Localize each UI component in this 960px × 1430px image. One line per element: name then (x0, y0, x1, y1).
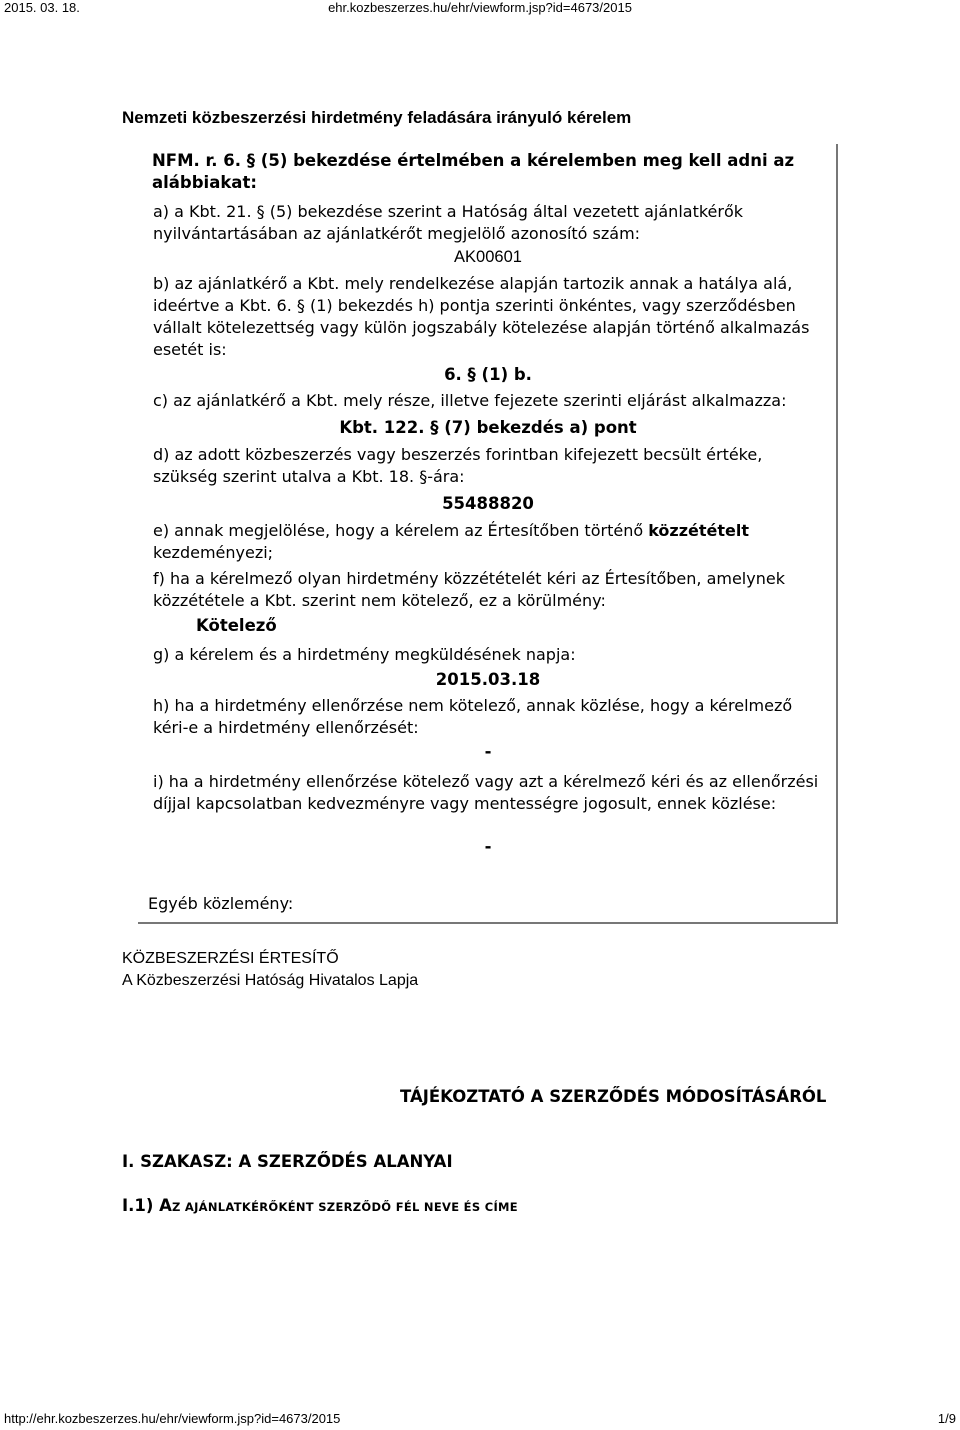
print-url-header: ehr.kozbeszerzes.hu/ehr/viewform.jsp?id=4673/2015 (328, 0, 632, 15)
item-e-pre: e) annak megjelölése, hogy a kérelem az Értesítőben történő (153, 521, 649, 540)
item-h-value: - (484, 742, 492, 761)
item-f-text: f) ha a kérelmező olyan hirdetmény közzétételét kéri az Értesítőben, amelynek közzététele a Kbt. szerint nem kötelező, ez a körülmény: (153, 569, 785, 610)
page-title: Nemzeti közbeszerzési hirdetmény feladására irányuló kérelem (122, 108, 632, 127)
item-e-bold: közzétételt (648, 521, 750, 540)
item-d-text: d) az adott közbeszerzés vagy beszerzés forintban kifejezett becsült értéke, szükség szerint utalva a Kbt. 18. §-ára: (153, 445, 763, 486)
item-i-value: - (484, 837, 492, 856)
item-g-text: g) a kérelem és a hirdetmény megküldésének napja: (153, 645, 576, 664)
item-b-text: b) az ajánlatkérő a Kbt. mely rendelkezése alapján tartozik annak a hatálya alá, ideértve a Kbt. 6. § (1) bekezdés h) pontja szerinti önkéntes, vagy szerződésben vállalt kötelezettség vagy külön jogszabály kötelezése alapján történő alkalmazás esetét is: (153, 274, 810, 359)
publisher-block (122, 948, 418, 992)
item-c-text: c) az ajánlatkérő a Kbt. mely része, illetve fejezete szerinti eljárást alkalmazza: (153, 391, 787, 410)
publisher-name: KÖZBESZERZÉSI ÉRTESÍTŐ (122, 950, 339, 967)
item-c-value: Kbt. 122. § (7) bekezdés a) pont (339, 418, 637, 437)
item-a-value: AK00601 (454, 248, 522, 266)
section-1-1-heading (122, 1196, 518, 1215)
item-d-value: 55488820 (442, 494, 534, 513)
item-h-text: h) ha a hirdetmény ellenőrzése nem kötelező, annak közlése, hogy a kérelmező kéri-e a hirdetmény ellenőrzését: (153, 696, 793, 737)
section-1-1-rest: Z AJÁNLATKÉRŐKÉNT SZERZŐDŐ FÉL NEVE ÉS CÍME (171, 1200, 518, 1214)
page-number: 1/9 (937, 1411, 956, 1426)
item-g-value: 2015.03.18 (435, 670, 541, 689)
item-i-text: i) ha a hirdetmény ellenőrzése kötelező vagy azt a kérelmező kéri és az ellenőrzési díjjal kapcsolatban kedvezményre vagy mentességre jogosult, ennek közlése: (153, 772, 819, 813)
other-notice-label: Egyéb közlemény: (148, 894, 294, 913)
section-1-1-num: I.1) A (122, 1196, 172, 1215)
box-heading: NFM. r. 6. § (5) bekezdése értelmében a kérelemben meg kell adni az alábbiakat: (152, 151, 795, 192)
print-date: 2015. 03. 18. (4, 0, 80, 15)
item-e-post: kezdeményezi; (153, 543, 274, 562)
section-1-heading: I. SZAKASZ: A SZERZŐDÉS ALANYAI (122, 1152, 453, 1171)
print-url-footer: http://ehr.kozbeszerzes.hu/ehr/viewform.jsp?id=4673/2015 (4, 1411, 341, 1426)
notice-title: TÁJÉKOZTATÓ A SZERZŐDÉS MÓDOSÍTÁSÁRÓL (400, 1087, 827, 1106)
item-a-text: a) a Kbt. 21. § (5) bekezdése szerint a Hatóság által vezetett ajánlatkérők nyilvántartásában az ajánlatkérőt megjelölő azonosító szám: (153, 202, 744, 243)
publisher-subtitle: A Közbeszerzési Hatóság Hivatalos Lapja (122, 972, 419, 989)
request-details-box (138, 144, 838, 924)
item-f-value: Kötelező (196, 616, 277, 635)
item-b-value: 6. § (1) b. (444, 365, 532, 384)
item-e-text (153, 520, 823, 564)
